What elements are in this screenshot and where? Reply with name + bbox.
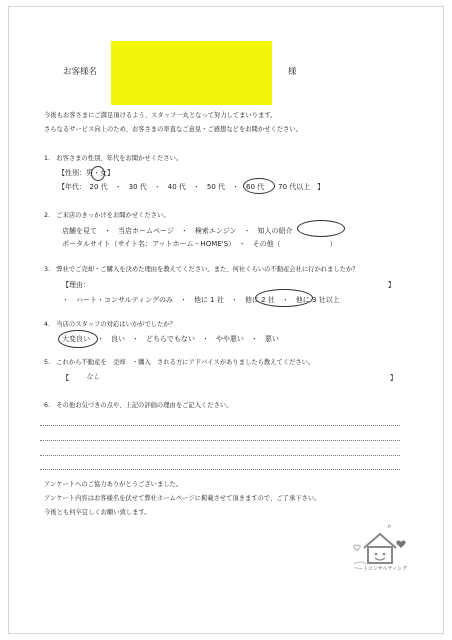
- q4-question: 4. 当店のスタッフの対応はいかがでしたか？: [44, 321, 176, 328]
- q1-gender: 【性別：男・女】: [58, 169, 114, 177]
- q3-question: 3. 弊社でご売却・ご購入を決めた理由を教えてください。また、何社くらいの不動産会社に行かれましたか？: [44, 266, 359, 273]
- footer-line-3: 今後とも何卒宜しくお願い致します。: [44, 509, 151, 516]
- footer-line-1: アンケートへのご協力ありがとうございました。: [44, 481, 183, 488]
- redacted-name-highlight: [111, 41, 272, 105]
- q5-answer: なし: [86, 373, 100, 381]
- q5-close-bracket: 】: [390, 374, 397, 382]
- q4-options: 大変良い ・ 良い ・ どちらでもない ・ やや悪い ・ 悪い: [62, 335, 279, 343]
- footer-line-2: アンケート内容はお客様名を伏せて弊社ホームページに掲載させて頂きますので、ご了承下さい。: [44, 495, 321, 502]
- intro-line-1: 今後もお客さまにご満足頂けるよう、スタッフ一丸となって努力してまいります。: [44, 112, 277, 119]
- q1-age: 【年代： 20 代 ・ 30 代 ・ 40 代 ・ 50 代 ・ 60 代 ・70 代以上 】: [58, 183, 325, 191]
- q2-line-2: ポータルサイト（サイト名：アットホーム・HOME'S） ・ その他（ ）: [62, 240, 337, 248]
- q3-reason-label: 【理由：: [62, 281, 90, 289]
- circle-mark-two-companies: [255, 289, 313, 307]
- q2-question: 2. ご来店のきっかけをお聞かせください。: [44, 212, 170, 219]
- intro-line-2: さらなるサービス向上のため、お客さまの率直なご意見・ご感想などをお聞かせください。: [44, 126, 302, 133]
- answer-line: [40, 440, 400, 441]
- q1-question: 1. お客さまの性別、年代をお聞かせください。: [44, 155, 183, 162]
- circle-mark-very-good: [58, 330, 98, 348]
- circle-mark-male: [91, 166, 105, 181]
- company-logo: [350, 522, 420, 572]
- house-heart-icon: [350, 522, 420, 572]
- logo-text: ハートコンサルティング: [353, 566, 408, 572]
- q3-reason-close: 】: [388, 281, 395, 289]
- q2-line-1: 店舗を見て ・ 当店ホームページ ・ 検索エンジン ・ 知人の紹介: [62, 227, 293, 235]
- answer-line: [40, 455, 400, 456]
- q5-open-bracket: 【: [62, 374, 69, 382]
- honorific: 様: [288, 67, 297, 77]
- circle-mark-referral: [297, 220, 345, 237]
- q6-question: 6. その他お気づきの点や、上記の評価の理由をご記入ください。: [44, 402, 233, 409]
- customer-label: お客様名: [63, 67, 98, 77]
- q5-question: 5. これから不動産を 売却 ・購入 される方にアドバイスがありましたら教えてください。: [44, 359, 315, 366]
- answer-line: [40, 425, 400, 426]
- q3-options: ・ ハート・コンサルティングのみ ・ 他に 1 社 ・ 他に 2 社 ・ 他に 3 社以上: [62, 296, 340, 304]
- circle-mark-50s: [243, 178, 275, 194]
- answer-line: [40, 469, 400, 470]
